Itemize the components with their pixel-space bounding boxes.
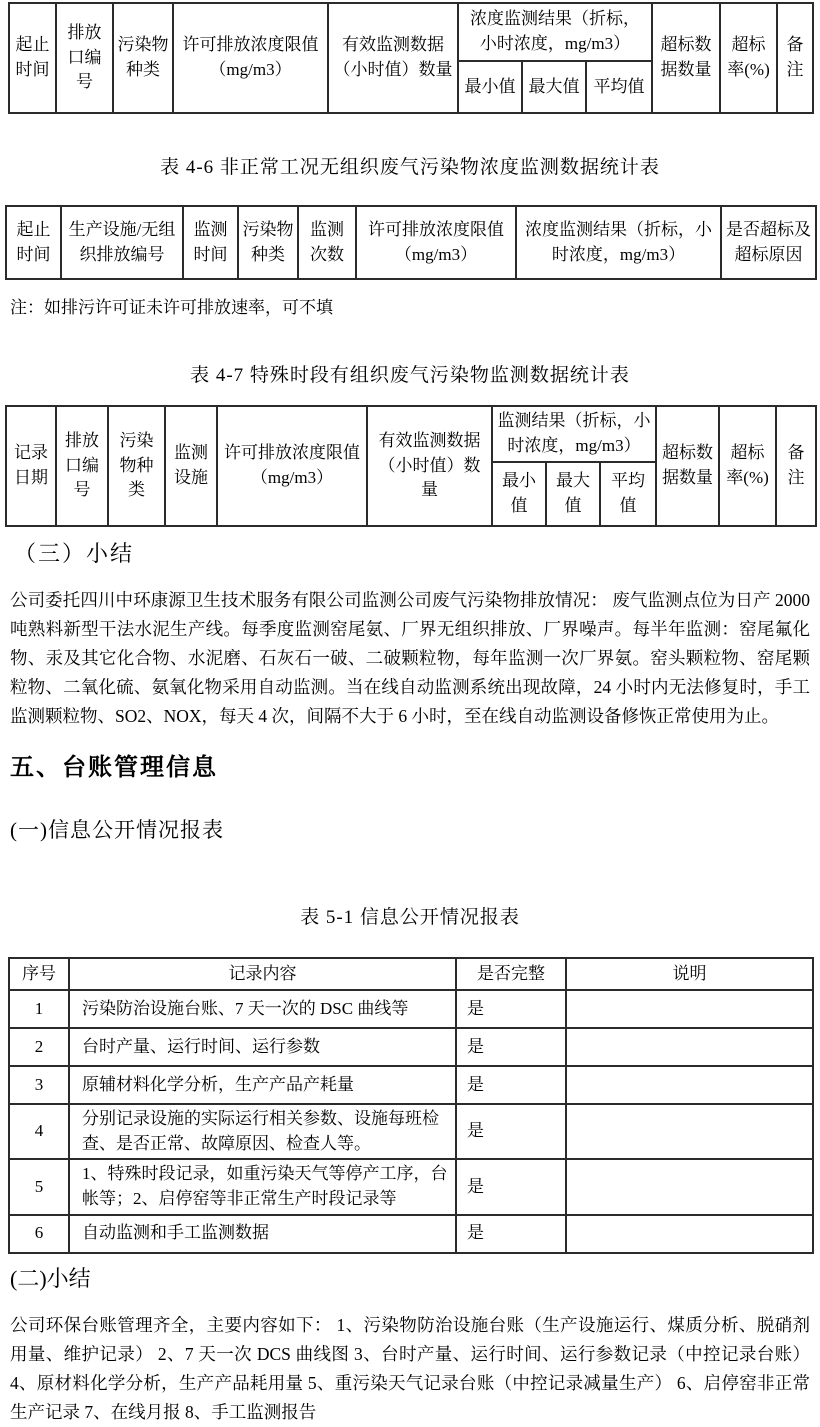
summary-2-heading: (二)小结 — [10, 1265, 91, 1291]
col-header-valid-data-count: 有效监测数据（小时值）数量 — [367, 406, 492, 526]
table-4-6-note: 注：如排污许可证未许可排放速率，可不填 — [10, 298, 333, 317]
col-header-start-end-time: 起止时间 — [6, 206, 61, 279]
summary-2-paragraph: 公司环保台账管理齐全，主要内容如下： 1、污染物防治设施台账（生产设施运行、煤质分析、脱硝剂用量、维护记录） 2、7 天一次 DCS 曲线图 3、台时产量、运行时间、运行参数记录（中控记录台账） 4、原材料化学分析，生产产品耗用量 5、重污染天气记录台账（中控记录减量生产） 6、启停窑非正常生产记录 7、在线月报 8、手工监测报告 — [10, 1314, 810, 1422]
col-header-remark: 备注 — [776, 406, 816, 526]
table-header-row — [9, 958, 813, 990]
col-header-max-value: 最大值 — [546, 462, 600, 526]
summary-3-paragraph: 公司委托四川中环康源卫生技术服务有限公司监测公司废气污染物排放情况： 废气监测点位为日产 2000 吨熟料新型干法水泥生产线。每季度监测窑尾氨、厂界无组织排放、厂界噪声。每半年监测：窑尾氟化物、汞及其它化合物、水泥磨、石灰石一破、二破颗粒物，每年监测一次厂界氨。窑头颗粒物、窑尾颗粒物、二氧化硫、氨氧化物采用自动监测。当在线自动监测系统出现故障，24 小时内无法修复时，手工监测颗粒物、SO2、NOX，每天 4 次，间隔不大于 6 小时，至在线自动监测设备修恢正常使用为止。 — [10, 590, 810, 726]
col-header-permitted-limit: 许可排放浓度限值（mg/m3） — [217, 406, 367, 526]
col-header-pollutant-type: 污染物种类 — [238, 206, 298, 279]
col-header-record-content: 记录内容 — [69, 958, 456, 990]
table-row — [9, 1159, 813, 1214]
col-header-monitor-facility: 监测设施 — [165, 406, 217, 526]
table-row — [9, 1215, 813, 1253]
cell-seq-no: 1 — [9, 990, 69, 1028]
cell-record-content: 台时产量、运行时间、运行参数 — [69, 1028, 456, 1066]
cell-is-complete: 是 — [456, 1028, 566, 1066]
col-header-facility-fugitive-no: 生产设施/无组织排放编号 — [61, 206, 183, 279]
col-header-explanation: 说明 — [566, 958, 813, 990]
table-4-7-special-period-emissions — [5, 405, 817, 527]
cell-seq-no: 5 — [9, 1159, 69, 1214]
table-4-7-title: 表 4-7 特殊时段有组织废气污染物监测数据统计表 — [190, 365, 630, 386]
cell-explanation — [566, 1104, 813, 1159]
table-5-1-info-disclosure — [8, 957, 814, 1254]
table-row — [9, 990, 813, 1028]
table-hourly-emission-stats — [8, 2, 814, 114]
cell-explanation — [566, 1215, 813, 1253]
col-header-result-group: 浓度监测结果（折标，小时浓度，mg/m3） — [458, 3, 652, 61]
col-header-max-value: 最大值 — [522, 61, 586, 113]
col-header-min-value: 最小值 — [492, 462, 546, 526]
col-header-exceed-reason: 是否超标及超标原因 — [721, 206, 816, 279]
col-header-min-value: 最小值 — [458, 61, 522, 113]
section-5-1-heading: (一)信息公开情况报表 — [10, 818, 224, 842]
table-5-1-title: 表 5-1 信息公开情况报表 — [300, 907, 520, 928]
col-header-outlet-no: 排放口编号 — [56, 3, 113, 113]
cell-is-complete: 是 — [456, 1104, 566, 1159]
col-header-pollutant-type: 污染物种类 — [113, 3, 173, 113]
summary-3-heading: （三）小结 — [14, 541, 135, 566]
cell-explanation — [566, 990, 813, 1028]
cell-seq-no: 3 — [9, 1066, 69, 1104]
table-row — [9, 1028, 813, 1066]
col-header-result: 浓度监测结果（折标，小时浓度，mg/m3） — [516, 206, 721, 279]
document-page — [0, 2, 820, 1422]
chapter-5-heading: 五、台账管理信息 — [10, 755, 218, 781]
col-header-monitor-count: 监测次数 — [298, 206, 356, 279]
col-header-pollutant-type: 污染物种类 — [108, 406, 165, 526]
table-4-6-abnormal-fugitive-emissions — [5, 205, 817, 280]
col-header-avg-value: 平均值 — [600, 462, 656, 526]
col-header-is-complete: 是否完整 — [456, 958, 566, 990]
cell-record-content: 污染防治设施台账、7 天一次的 DSC 曲线等 — [69, 990, 456, 1028]
cell-seq-no: 6 — [9, 1215, 69, 1253]
col-header-outlet-no: 排放口编号 — [56, 406, 108, 526]
cell-is-complete: 是 — [456, 1159, 566, 1214]
col-header-exceed-rate: 超标率(%) — [719, 406, 776, 526]
cell-is-complete: 是 — [456, 990, 566, 1028]
cell-record-content: 原辅材料化学分析，生产产品产耗量 — [69, 1066, 456, 1104]
col-header-exceed-count: 超标数据数量 — [656, 406, 719, 526]
cell-seq-no: 2 — [9, 1028, 69, 1066]
col-header-permitted-limit: 许可排放浓度限值（mg/m3） — [173, 3, 328, 113]
cell-is-complete: 是 — [456, 1066, 566, 1104]
table-row — [9, 1104, 813, 1159]
cell-record-content: 自动监测和手工监测数据 — [69, 1215, 456, 1253]
cell-seq-no: 4 — [9, 1104, 69, 1159]
cell-record-content: 分别记录设施的实际运行相关参数、设施每班检查、是否正常、故障原因、检查人等。 — [69, 1104, 456, 1159]
col-header-record-date: 记录日期 — [6, 406, 56, 526]
table-row — [9, 1066, 813, 1104]
cell-explanation — [566, 1066, 813, 1104]
col-header-exceed-rate: 超标率(%) — [720, 3, 777, 113]
col-header-monitor-time: 监测时间 — [183, 206, 238, 279]
cell-explanation — [566, 1159, 813, 1214]
table-4-6-title: 表 4-6 非正常工况无组织废气污染物浓度监测数据统计表 — [160, 157, 660, 178]
cell-explanation — [566, 1028, 813, 1066]
col-header-exceed-count: 超标数据数量 — [652, 3, 720, 113]
cell-record-content: 1、特殊时段记录，如重污染天气等停产工序，台帐等；2、启停窑等非正常生产时段记录等 — [69, 1159, 456, 1214]
col-header-remark: 备注 — [777, 3, 813, 113]
col-header-valid-data-count: 有效监测数据（小时值）数量 — [328, 3, 458, 113]
col-header-avg-value: 平均值 — [586, 61, 652, 113]
col-header-result-group: 监测结果（折标，小时浓度，mg/m3） — [492, 406, 656, 462]
col-header-seq-no: 序号 — [9, 958, 69, 990]
col-header-permitted-limit: 许可排放浓度限值（mg/m3） — [356, 206, 516, 279]
cell-is-complete: 是 — [456, 1215, 566, 1253]
col-header-start-end-time: 起止时间 — [9, 3, 56, 113]
